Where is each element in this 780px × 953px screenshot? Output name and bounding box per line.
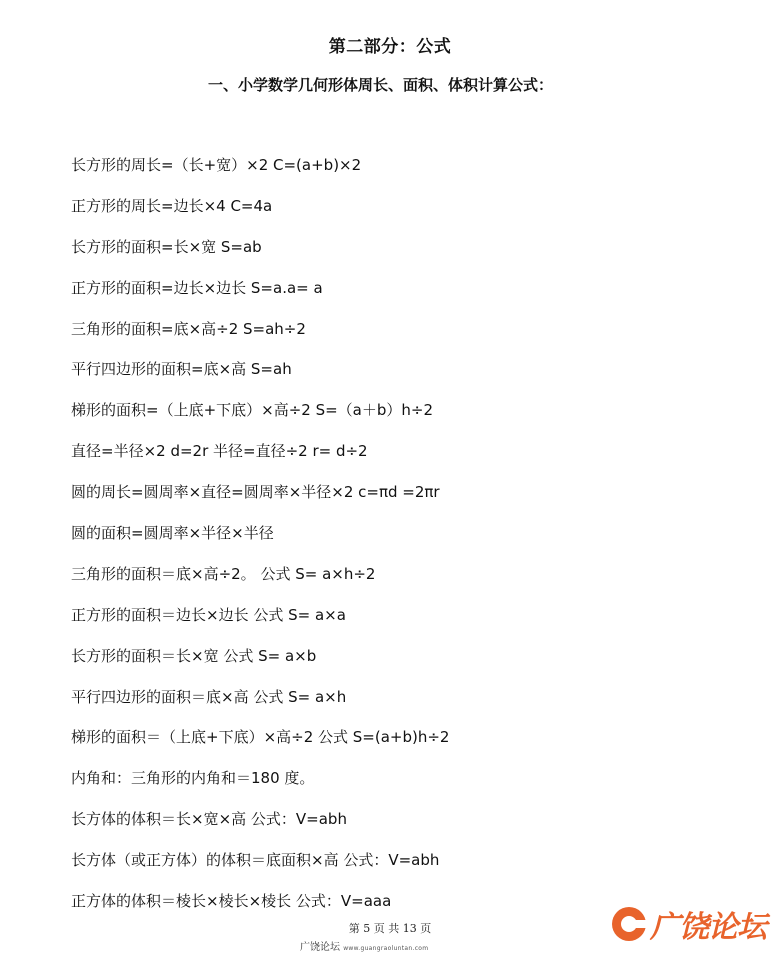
- formula-line: 正方形的周长=边长×4 C=4a: [71, 196, 273, 215]
- formula-line: 三角形的面积=底×高÷2 S=ah÷2: [71, 319, 306, 338]
- formula-line: 长方体（或正方体）的体积＝底面积×高 公式：V=abh: [71, 851, 440, 870]
- g-logo-icon: [612, 907, 646, 941]
- formula-line: 平行四边形的面积＝底×高 公式 S= a×h: [71, 687, 347, 706]
- formula-line: 圆的周长=圆周率×直径=圆周率×半径×2 c=πd =2πr: [71, 483, 440, 502]
- page-title: 第二部分：公式: [328, 37, 452, 57]
- formula-line: 长方形的面积＝长×宽 公式 S= a×b: [71, 646, 317, 665]
- formula-line: 内角和：三角形的内角和＝180 度。: [71, 769, 315, 788]
- footer-site-name: 广饶论坛: [300, 942, 340, 953]
- formula-line: 正方形的面积=边长×边长 S=a.a= a: [71, 278, 323, 297]
- formula-line: 梯形的面积＝（上底+下底）×高÷2 公式 S=(a+b)h÷2: [71, 728, 450, 747]
- formula-line: 正方形的面积＝边长×边长 公式 S= a×a: [71, 605, 346, 624]
- watermark-logo: [612, 902, 766, 946]
- formula-line: 三角形的面积＝底×高÷2。 公式 S= a×h÷2: [71, 564, 376, 583]
- formula-line: 圆的面积=圆周率×半径×半径: [71, 524, 274, 543]
- section-subtitle: 一、小学数学几何形体周长、面积、体积计算公式：: [208, 76, 554, 94]
- formula-line: 梯形的面积=（上底+下底）×高÷2 S=（a＋b）h÷2: [71, 401, 434, 420]
- footer-site-url: www.guangraoluntan.com: [343, 945, 429, 952]
- formula-line: 平行四边形的面积=底×高 S=ah: [71, 360, 292, 379]
- watermark-text: 广饶论坛: [650, 910, 766, 945]
- formula-list: [71, 152, 449, 929]
- formula-line: 直径=半径×2 d=2r 半径=直径÷2 r= d÷2: [71, 442, 368, 461]
- formula-line: 正方体的体积＝棱长×棱长×棱长 公式：V=aaa: [71, 892, 392, 911]
- formula-line: 长方体的体积＝长×宽×高 公式：V=abh: [71, 810, 347, 829]
- formula-line: 长方形的周长=（长+宽）×2 C=(a+b)×2: [71, 156, 362, 174]
- formula-line: 长方形的面积=长×宽 S=ab: [71, 237, 262, 256]
- page-number: 第 5 页 共 13 页: [348, 922, 432, 935]
